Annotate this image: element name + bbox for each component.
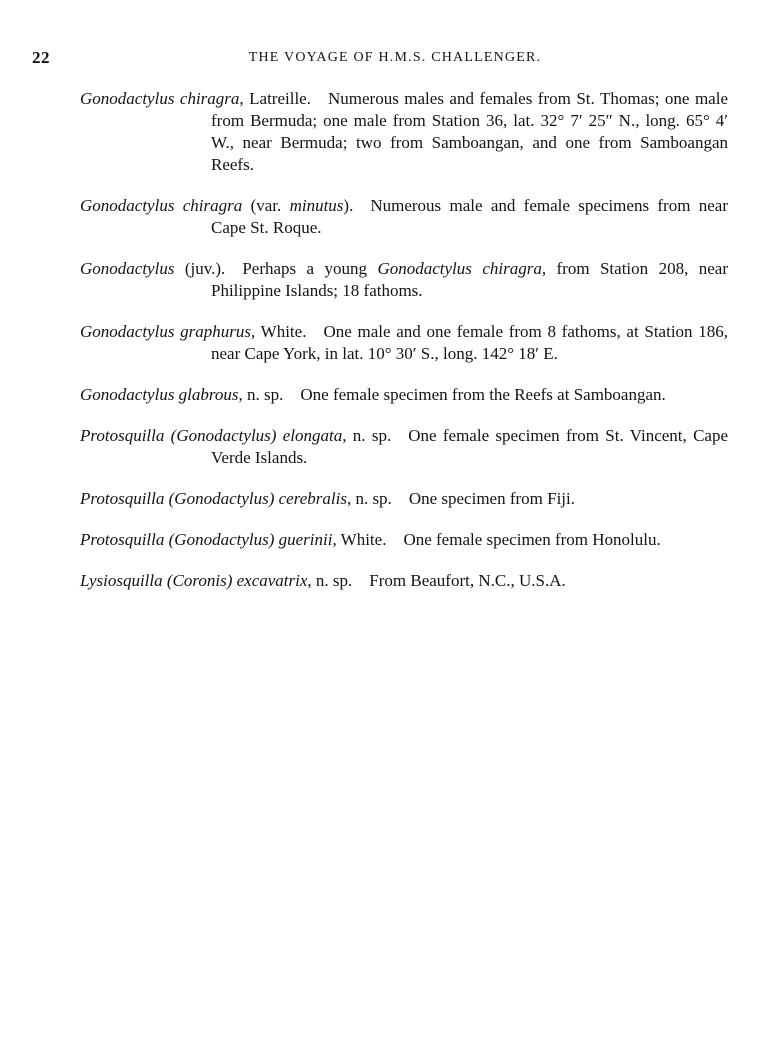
species-authority: , White. [332, 530, 387, 549]
species-name: Gonodactylus glabrous [80, 385, 239, 404]
species-authority: , n. sp. [307, 571, 353, 590]
species-name: Gonodactylus chiragra [80, 89, 240, 108]
species-authority: , White. [251, 322, 307, 341]
species-entry [80, 88, 728, 176]
species-locality: One female specimen from Honolulu. [403, 530, 661, 549]
species-locality-prefix: Perhaps a young [242, 259, 378, 278]
page-number: 22 [32, 48, 50, 67]
species-locality: From Beaufort, N.C., U.S.A. [369, 571, 566, 590]
species-name: Lysiosquilla (Coronis) excavatrix [80, 571, 308, 590]
species-locality: One male and one female from 8 fathoms, at Station 186, near Cape York, in lat. 10° 30′ S., long. 142° 18′ E. [211, 322, 729, 363]
species-name: Gonodactylus chiragra [80, 196, 243, 215]
species-list [80, 88, 728, 592]
variety-close: ). [343, 196, 354, 215]
species-entry [80, 258, 728, 302]
species-authority: , n. sp. [346, 489, 392, 508]
species-name: Protosquilla (Gonodactylus) elongata [80, 426, 343, 445]
species-entry [80, 529, 728, 551]
species-authority: , n. sp. [342, 426, 392, 445]
species-locality: Numerous male and female specimens from near Cape St. Roque. [211, 196, 728, 237]
species-entry [80, 384, 728, 406]
species-entry [80, 570, 728, 592]
species-name: Gonodactylus graphurus [80, 322, 251, 341]
species-authority: , n. sp. [238, 385, 284, 404]
species-locality: , from Station 208, near Philippine Islands; 18 fathoms. [211, 259, 728, 300]
species-entry [80, 321, 728, 365]
species-entry [80, 488, 728, 510]
species-locality: Numerous males and females from St. Thomas; one male from Bermuda; one male from Station 36, lat. 32° 7′ 25″ N., long. 65° 4′ W., near Bermuda; two from Samboangan, and one from Samboangan Reefs. [211, 89, 728, 174]
species-locality: One specimen from Fiji. [408, 489, 576, 508]
species-entry [80, 425, 728, 469]
species-name: Protosquilla (Gonodactylus) guerinii [80, 530, 333, 549]
running-title: THE VOYAGE OF H.M.S. CHALLENGER. [248, 50, 542, 65]
species-entry [80, 195, 728, 239]
species-name: Gonodactylus [80, 259, 175, 278]
variety-name: minutus [289, 196, 344, 215]
species-locality: One female specimen from the Reefs at Samboangan. [300, 385, 666, 404]
species-authority: (juv.). [174, 259, 226, 278]
species-authority: , Latreille. [239, 89, 311, 108]
species-name: Protosquilla (Gonodactylus) cerebralis [80, 489, 347, 508]
species-locality: One female specimen from St. Vincent, Cape Verde Islands. [211, 426, 729, 467]
page-header [0, 48, 776, 72]
variety-open: (var. [242, 196, 290, 215]
species-reference: Gonodactylus chiragra [377, 259, 542, 278]
